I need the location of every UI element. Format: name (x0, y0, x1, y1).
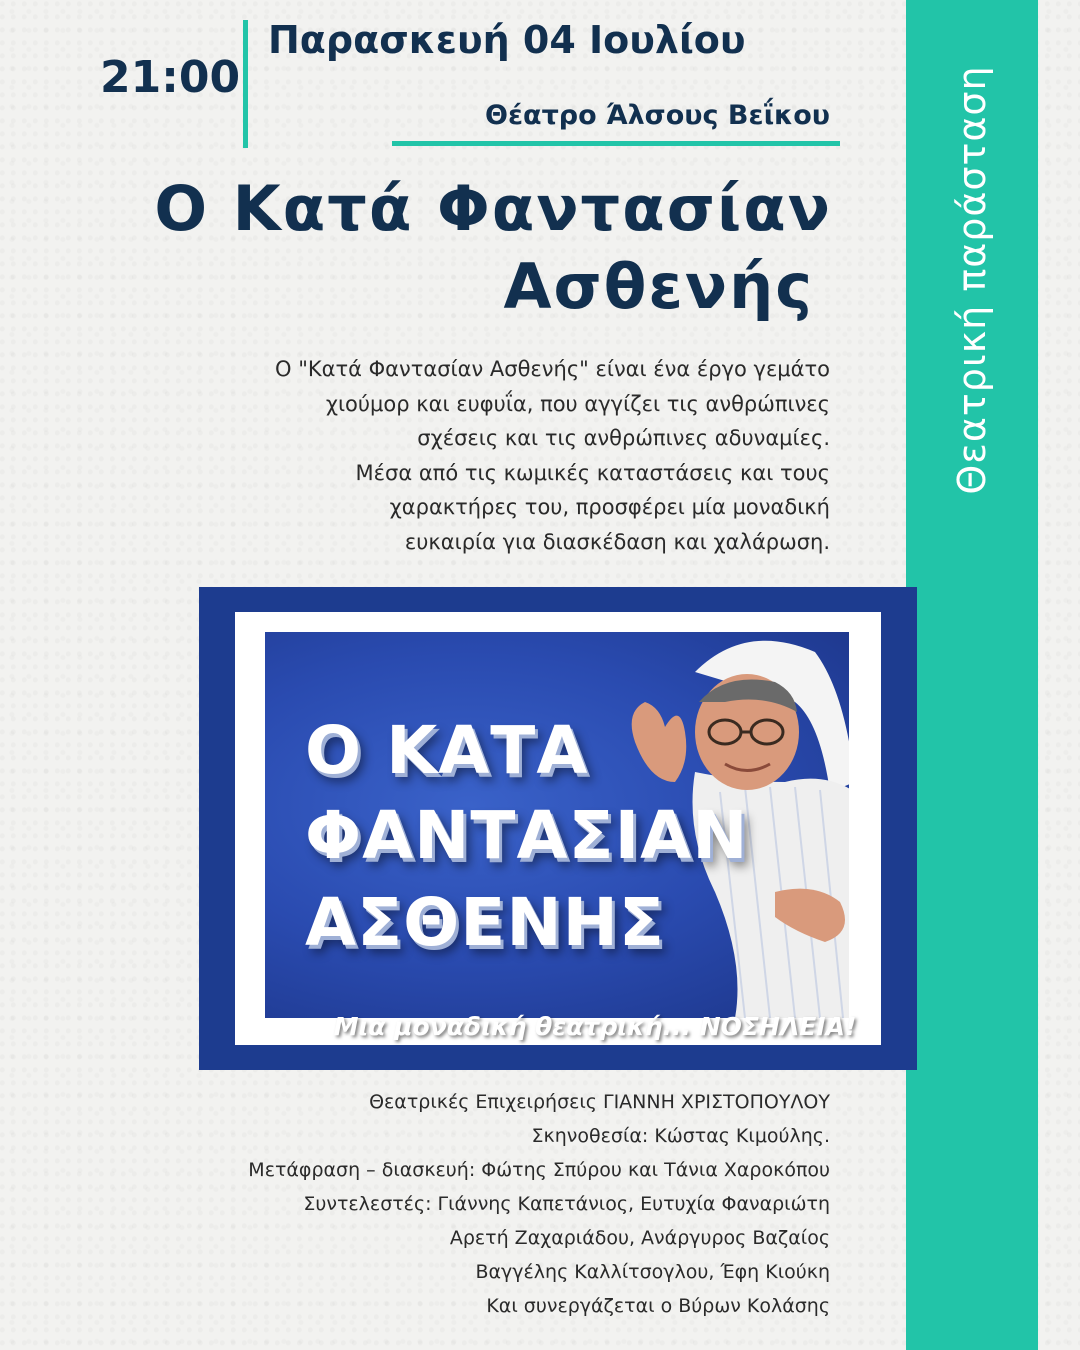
credit-line: Θεατρικές Επιχειρήσεις ΓΙΑΝΝΗ ΧΡΙΣΤΟΠΟΥΛΟΥ (369, 1091, 830, 1113)
vertical-divider (243, 20, 248, 148)
description-line: σχέσεις και τις ανθρώπινες αδυναμίες. (417, 426, 830, 450)
credit-line: Σκηνοθεσία: Κώστας Κιμούλης. (531, 1125, 830, 1147)
credit-line: Μετάφραση – διασκευή: Φώτης Σπύρου και Τάνια Χαροκόπου (248, 1159, 830, 1181)
event-time: 21:00 (100, 52, 241, 103)
event-date: Παρασκευή 04 Ιουλίου (268, 18, 746, 62)
poster-artwork (265, 632, 849, 1018)
credit-line: Συντελεστές: Γιάννης Καπετάνιος, Ευτυχία Φαναριώτη (303, 1193, 830, 1215)
poster-title-line-3: ΑΣΘΕΝΗΣ (305, 884, 665, 961)
venue-underline (392, 141, 840, 146)
description-line: Μέσα από τις κωμικές καταστάσεις και τους (355, 460, 830, 485)
credit-line: Και συνεργάζεται ο Βύρων Κολάσης (486, 1295, 830, 1317)
poster-tagline: Μια μοναδική θεατρική... ΝΟΣΗΛΕΙΑ! (333, 1012, 857, 1041)
description-line: χιούμορ και ευφυΐα, που αγγίζει τις ανθρώπινες (325, 391, 830, 416)
side-label: Θεατρική παράσταση (950, 65, 994, 495)
play-title-line-2: Ασθενής (503, 250, 814, 323)
poster-title-line-2: ΦΑΝΤΑΣΙΑΝ (305, 797, 749, 874)
credits (120, 1085, 830, 1323)
poster-title-line-1: Ο ΚΑΤΑ (305, 712, 589, 789)
play-title-line-1: Ο Κατά Φαντασίαν (154, 172, 832, 245)
description-line: Ο "Κατά Φαντασίαν Ασθενής" είναι ένα έργο γεμάτο (275, 357, 830, 381)
credit-line: Βαγγέλης Καλλίτσογλου, Έφη Κιούκη (475, 1261, 830, 1283)
poster (199, 587, 917, 1070)
poster-frame (235, 612, 881, 1045)
play-title (80, 170, 832, 326)
credit-line: Αρετή Ζαχαριάδου, Ανάργυρος Βαζαίος (449, 1227, 830, 1249)
description-line: χαρακτήρες του, προσφέρει μία μοναδική (389, 495, 830, 519)
event-venue: Θέατρο Άλσους Βεΐκου (485, 100, 830, 131)
description-line: ευκαιρία για διασκέδαση και χαλάρωση. (404, 529, 830, 554)
description (120, 352, 830, 559)
